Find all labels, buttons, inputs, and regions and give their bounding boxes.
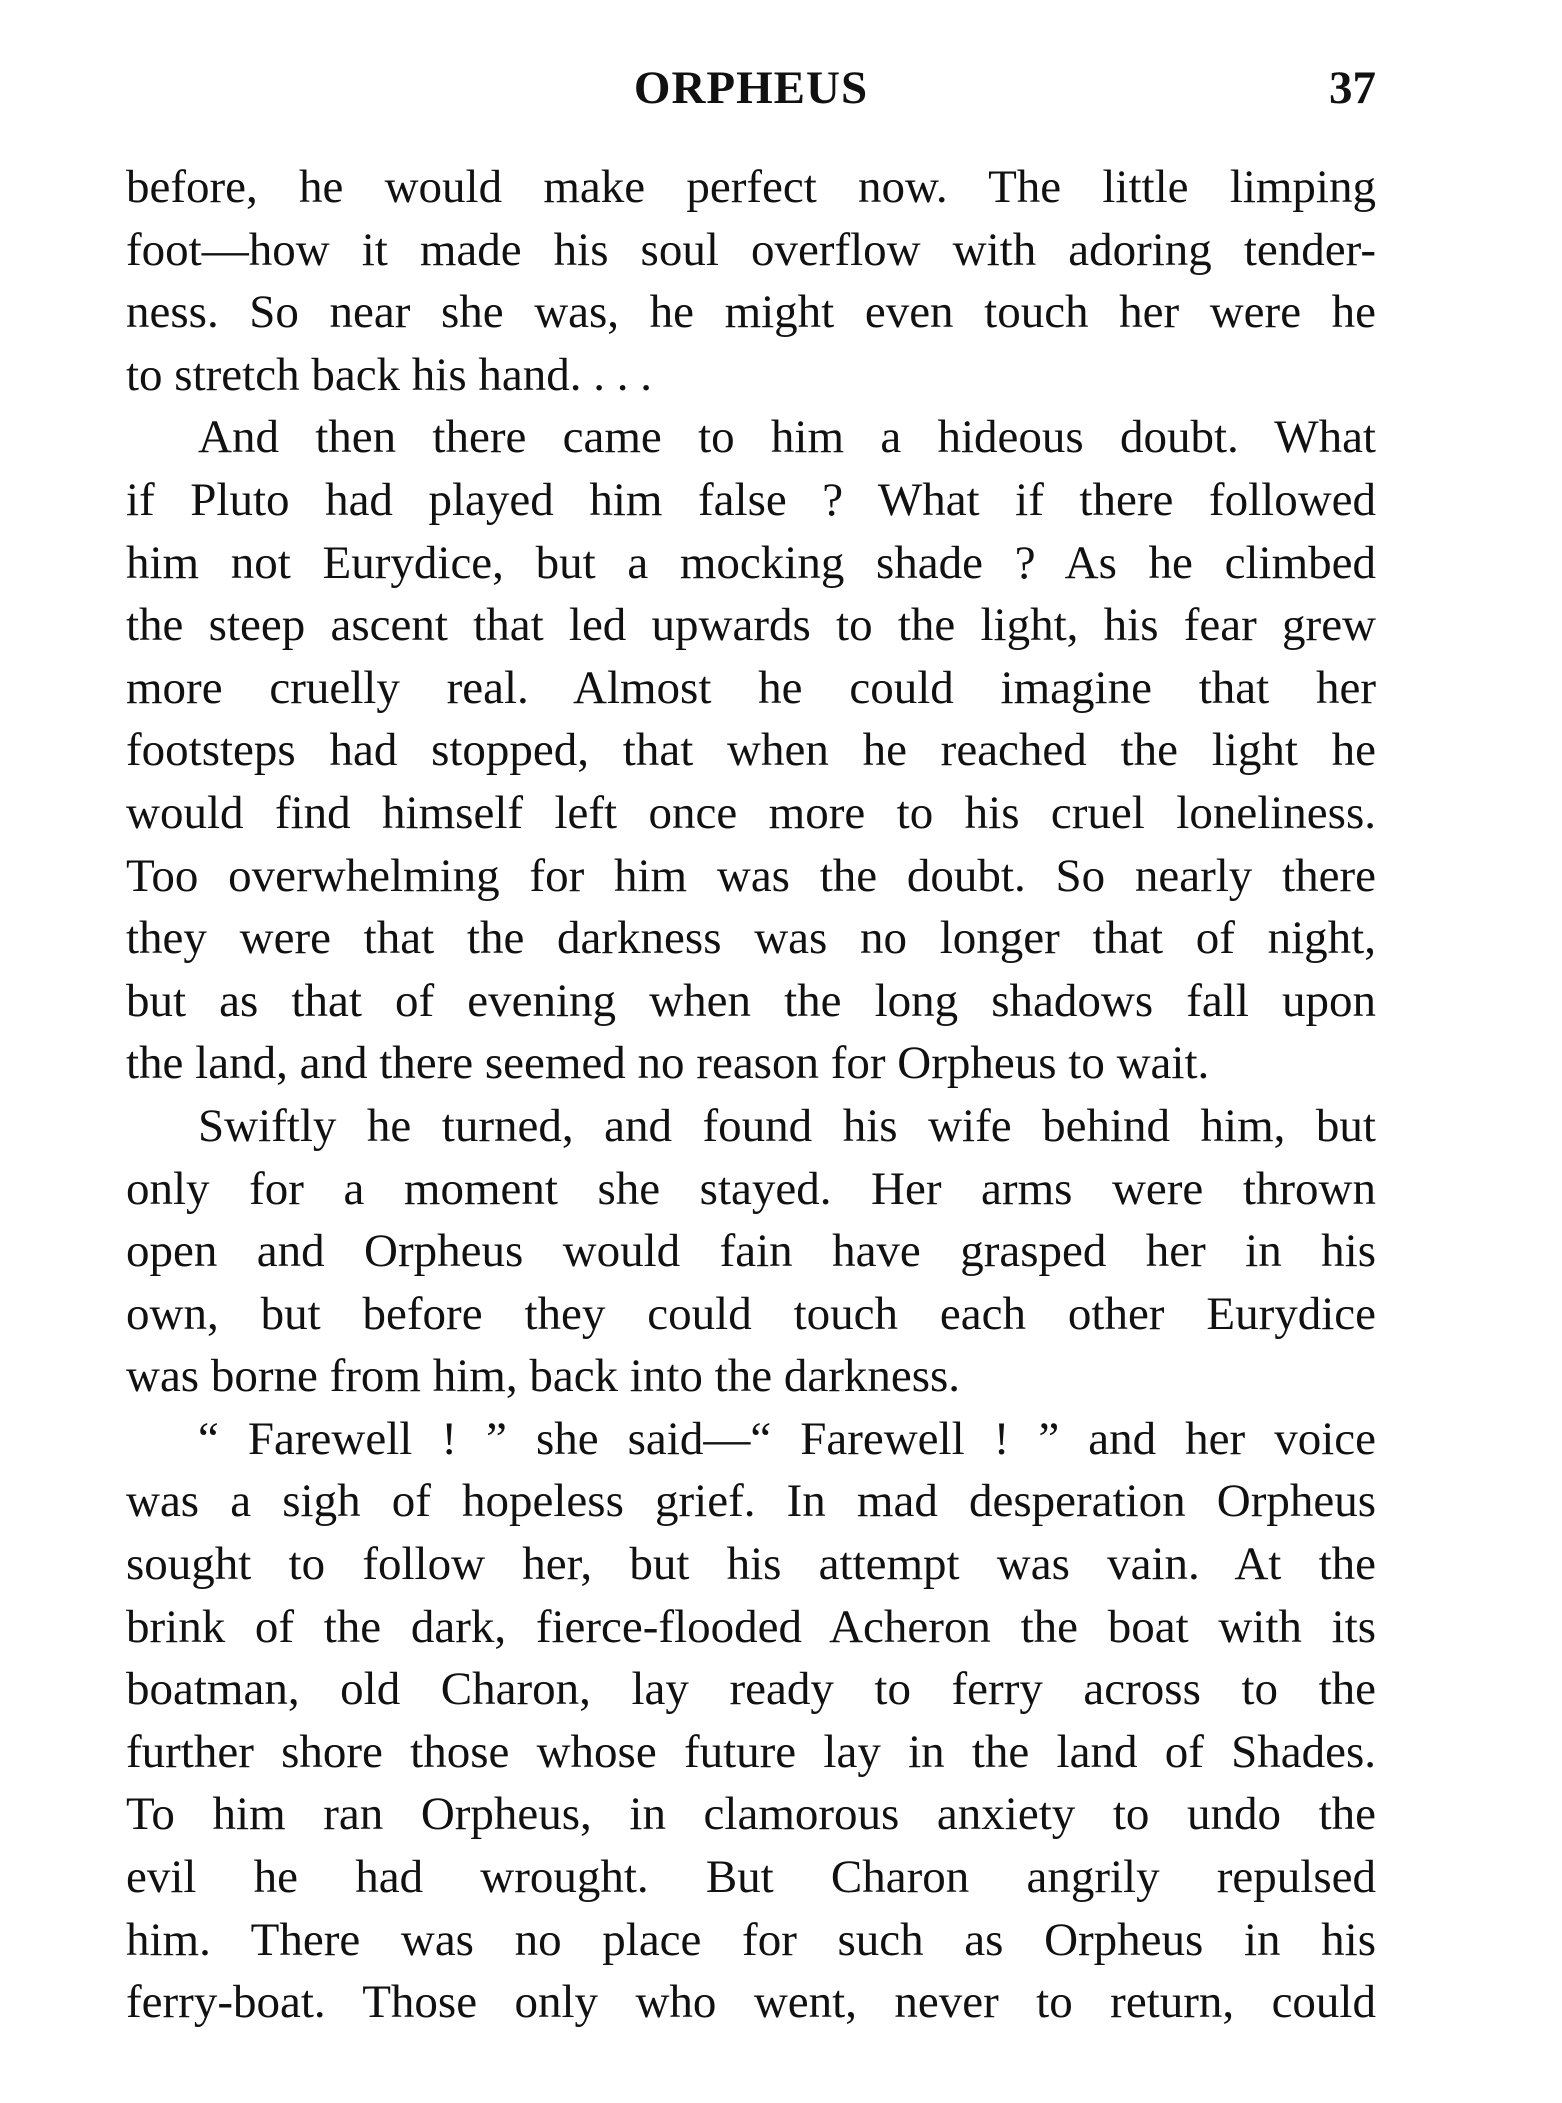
text-line: they were that the darkness was no longer that of night, <box>126 912 1376 965</box>
text-line: Too overwhelming for him was the doubt. So nearly there <box>126 849 1376 902</box>
text-line: if Pluto had played him false ? What if there followed <box>126 473 1376 526</box>
running-head <box>126 58 1376 118</box>
text-line: more cruelly real. Almost he could imagine that her <box>126 661 1376 714</box>
text-line: sought to follow her, but his attempt was vain. At the <box>126 1538 1376 1591</box>
text-line: “ Farewell ! ” she said—“ Farewell ! ” and her voice <box>198 1412 1376 1465</box>
text-line: To him ran Orpheus, in clamorous anxiety to undo the <box>126 1788 1376 1841</box>
text-line: evil he had wrought. But Charon angrily repulsed <box>126 1851 1376 1904</box>
text-line: would find himself left once more to his cruel loneliness. <box>126 786 1376 839</box>
text-line: only for a moment she stayed. Her arms were thrown <box>126 1162 1376 1215</box>
text-line: him. There was no place for such as Orpheus in his <box>126 1913 1376 1966</box>
text-line: And then there came to him a hideous doubt. What <box>198 411 1376 464</box>
text-line: further shore those whose future lay in the land of Shades. <box>126 1725 1376 1778</box>
text-line: ferry-boat. Those only who went, never to return, could <box>126 1976 1376 2029</box>
text-line: to stretch back his hand. . . . <box>126 348 653 401</box>
text-line: was a sigh of hopeless grief. In mad desperation Orpheus <box>126 1475 1376 1528</box>
text-line: boatman, old Charon, lay ready to ferry across to the <box>126 1663 1376 1716</box>
text-line: open and Orpheus would fain have grasped her in his <box>126 1225 1376 1278</box>
text-line: the steep ascent that led upwards to the light, his fear grew <box>126 599 1376 652</box>
text-line: was borne from him, back into the darkness. <box>126 1350 961 1403</box>
page-number: 37 <box>1329 62 1376 114</box>
text-line: brink of the dark, fierce-flooded Acheron the boat with its <box>126 1600 1376 1653</box>
chapter-title: ORPHEUS <box>633 62 869 114</box>
text-line: the land, and there seemed no reason for Orpheus to wait. <box>126 1037 1210 1090</box>
text-line: but as that of evening when the long shadows fall upon <box>126 974 1376 1027</box>
text-line: Swiftly he turned, and found his wife behind him, but <box>198 1099 1376 1152</box>
text-line: own, but before they could touch each other Eurydice <box>126 1287 1376 1340</box>
text-line: foot—how it made his soul overflow with adoring tender- <box>126 223 1376 276</box>
text-line: him not Eurydice, but a mocking shade ? As he climbed <box>126 536 1376 589</box>
body-text <box>126 156 1376 2034</box>
text-line: before, he would make perfect now. The little limping <box>126 161 1376 213</box>
text-line: ness. So near she was, he might even touch her were he <box>126 286 1376 339</box>
text-line: footsteps had stopped, that when he reached the light he <box>126 724 1376 777</box>
